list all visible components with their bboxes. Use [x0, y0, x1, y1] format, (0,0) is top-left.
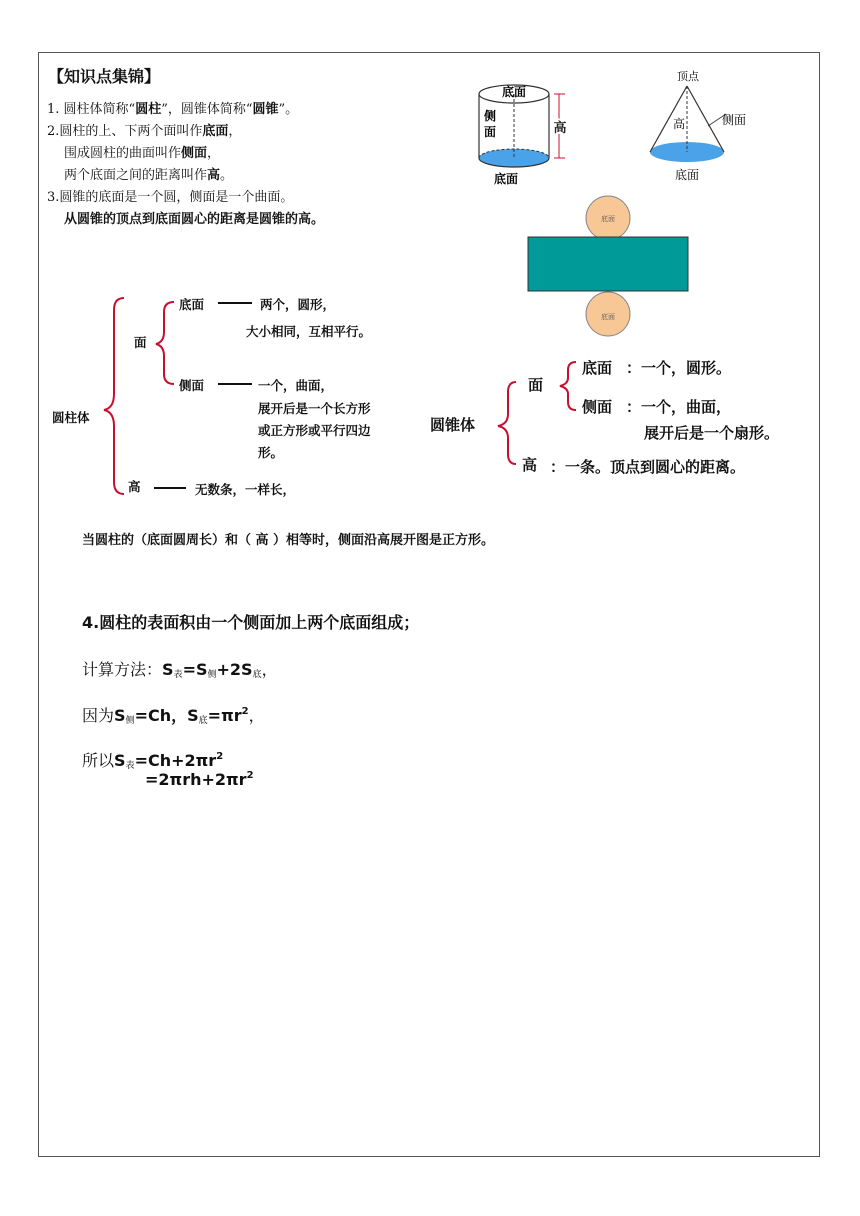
formula-subscript: 底 — [252, 670, 262, 680]
cylinder-height-dash — [154, 487, 186, 489]
formula-symbol: =Ch+2πr — [134, 751, 217, 770]
cylinder-base-desc-1: 两个，圆形， — [260, 297, 336, 312]
note-line-5: 3.圆锥的底面是一个圆，侧面是一个曲面。 — [47, 190, 294, 205]
formula-symbol: =2πrh+2πr — [145, 770, 247, 789]
note-bold: 高 — [207, 168, 221, 183]
formula-exponent: 2 — [241, 706, 249, 717]
note-line-2 — [47, 123, 241, 141]
note-line-1 — [47, 101, 298, 119]
cone-height-label: 高 — [522, 456, 538, 474]
note-text: 1. 圆柱体简称“ — [47, 102, 136, 117]
cylinder-side-desc-1: 一个，曲面， — [258, 378, 334, 393]
net-bottom-circle-label: 底面 — [601, 313, 615, 321]
note-text: 2.圆柱的上、下两个面叫作 — [47, 124, 203, 139]
net-side-rectangle — [528, 237, 688, 291]
cylinder-tree-braces — [100, 290, 180, 498]
note-text: ”，圆锥体简称“ — [161, 102, 253, 117]
formula-symbol: =πr — [207, 706, 242, 725]
formula-subscript: 侧 — [207, 670, 217, 680]
formula-exponent: 2 — [246, 770, 254, 781]
formula-symbol: S — [187, 706, 199, 725]
cylinder-side-desc-2: 展开后是一个长方形 — [258, 401, 371, 416]
note-text: ”。 — [278, 102, 299, 117]
formula-symbol: +2S — [216, 660, 253, 679]
cone-height-desc: ：一条。顶点到圆心的距离。 — [550, 458, 746, 476]
cylinder-top-label: 底面 — [501, 85, 527, 99]
formula-symbol: =Ch， — [134, 706, 188, 725]
formula-subscript: 表 — [173, 670, 183, 680]
cone-base-label: 底面 — [674, 168, 700, 182]
net-top-circle-label: 底面 — [601, 215, 615, 223]
cylinder-base-dash — [218, 302, 252, 304]
formula-punct: ， — [248, 706, 265, 725]
note-bold: 底面 — [202, 124, 229, 139]
cylinder-face-label: 面 — [134, 335, 147, 350]
note-text: ， — [207, 146, 221, 161]
cone-side-desc-2: 展开后是一个扇形。 — [644, 424, 780, 442]
therefore-line-2 — [145, 770, 254, 789]
cylinder-net-figure — [524, 194, 692, 342]
cone-height-label: 高 — [672, 117, 686, 131]
cylinder-side-desc-3: 或正方形或平行四边 — [258, 423, 371, 438]
note-line-3 — [64, 145, 220, 163]
cone-root-label: 圆锥体 — [430, 416, 476, 434]
formula-symbol: S — [114, 706, 126, 725]
cone-side-label: 侧面 — [722, 113, 747, 127]
cone-base-label: 底面 — [582, 359, 613, 377]
note-text: 。 — [220, 168, 234, 183]
therefore-line — [82, 748, 223, 771]
calc-method-line — [82, 657, 278, 680]
cylinder-side-label: 侧面 — [179, 378, 205, 393]
cylinder-side-label-2: 面 — [483, 125, 497, 139]
formula-symbol: =S — [182, 660, 208, 679]
note-bold: 圆柱 — [135, 102, 162, 117]
cone-figure — [640, 68, 750, 186]
note-text: 两个底面之间的距离叫作 — [64, 168, 208, 183]
cylinder-main-brace — [104, 298, 124, 494]
note-text: 围成圆柱的曲面叫作 — [64, 146, 182, 161]
cone-side-label: 侧面 — [582, 398, 613, 416]
cylinder-height-label: 高 — [128, 479, 141, 494]
note-text: ， — [228, 124, 242, 139]
cylinder-side-desc-4: 形。 — [258, 445, 284, 460]
because-line — [82, 703, 265, 726]
cylinder-base-label: 底面 — [179, 297, 205, 312]
formula-subscript: 底 — [198, 716, 208, 726]
formula-exponent: 2 — [216, 751, 224, 762]
surface-area-title: 4.圆柱的表面积由一个侧面加上两个底面组成； — [82, 613, 420, 632]
square-unfold-note: 当圆柱的（底面圆周长）和（ 高 ）相等时，侧面沿高展开图是正方形。 — [82, 533, 495, 548]
note-bold: 侧面 — [181, 146, 208, 161]
cone-main-brace — [498, 382, 516, 464]
formula-symbol: S — [114, 751, 126, 770]
cone-face-label: 面 — [528, 376, 544, 394]
formula-subscript: 侧 — [125, 716, 135, 726]
cylinder-height-desc: 无数条，一样长， — [195, 482, 296, 497]
cylinder-base-desc-2: 大小相同，互相平行。 — [246, 324, 372, 339]
cylinder-face-brace — [156, 302, 174, 384]
therefore-label: 所以 — [82, 751, 115, 770]
note-bold: 圆锥 — [252, 102, 279, 117]
calc-method-label: 计算方法： — [82, 660, 163, 679]
because-label: 因为 — [82, 706, 115, 725]
cylinder-side-dash — [218, 383, 252, 385]
note-line-6: 从圆锥的顶点到底面圆心的距离是圆锥的高。 — [64, 212, 325, 227]
cylinder-side-label-1: 侧 — [483, 109, 497, 123]
formula-symbol: S — [162, 660, 174, 679]
cylinder-figure — [470, 74, 582, 190]
cone-side-desc-1: ：一个，曲面， — [626, 398, 732, 416]
cone-face-brace — [560, 362, 576, 410]
note-line-4 — [64, 167, 233, 185]
section-heading: 【知识点集锦】 — [48, 67, 161, 86]
formula-punct: ， — [261, 660, 278, 679]
cone-apex-label: 顶点 — [677, 70, 699, 83]
cylinder-height-label: 高 — [553, 121, 567, 136]
cylinder-bottom-label: 底面 — [493, 172, 519, 186]
cylinder-root-label: 圆柱体 — [52, 410, 90, 425]
cone-base-desc: ：一个，圆形。 — [626, 359, 732, 377]
formula-subscript: 表 — [125, 761, 135, 771]
